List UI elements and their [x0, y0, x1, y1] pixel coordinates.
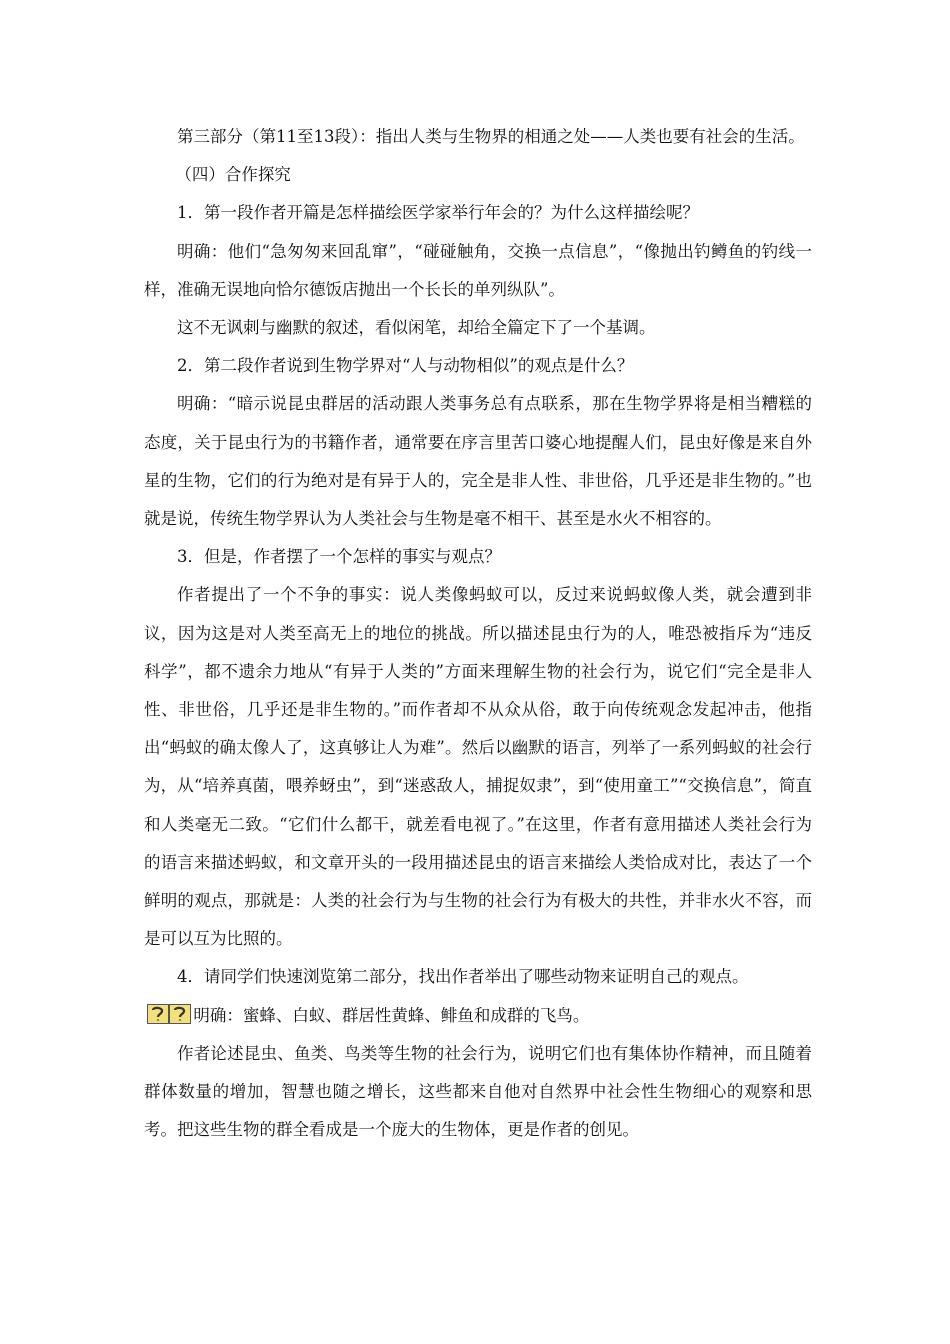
answer-2: 明确：“暗示说昆虫群居的活动跟人类事务总有点联系，那在生物学界将是相当糟糕的态度，关于昆虫行为的书籍作者，通常要在序言里苦口婆心地提醒人们，昆虫好像是来自外星的生物，它们的行为绝对是有异于人的，完全是非人性、非世俗，几乎还是非生物的。”也就是说，传统生物学界认为人类社会与生物是毫不相干、甚至是水火不相容的。: [144, 394, 812, 529]
answer-3: 作者提出了一个不争的事实：说人类像蚂蚁可以，反过来说蚂蚁像人类，就会遭到非议，因为这是对人类至高无上的地位的挑战。所以描述昆虫行为的人，唯恐被指斥为“违反科学”，都不遗余力地从“有异于人类的”方面来理解生物的社会行为，说它们“完全是非人性、非世俗，几乎还是非生物的。”而作者却不从众从俗，敢于向传统观念发起冲击，他指出“蚂蚁的确太像人了，这真够让人为难”。然后以幽默的语言，列举了一系列蚂蚁的社会行为，从“培养真菌，喂养蚜虫”，到“迷惑敌人，捕捉奴隶”，到“使用童工”“交换信息”，简直和人类毫无二致。“它们什么都干，就差看电视了。”在这里，作者有意用描述人类社会行为的语言来描述蚂蚁，和文章开头的一段用描述昆虫的语言来描绘人类恰成对比，表达了一个鲜明的观点，那就是：人类的社会行为与生物的社会行为有极大的共性，并非水火不容，而是可以互为比照的。: [144, 585, 812, 949]
answer-4: 明确：蜜蜂、白蚁、群居性黄蜂、鲱鱼和成群的飞鸟。: [193, 1005, 590, 1025]
paragraph-part-three: 第三部分（第11至13段）：指出人类与生物界的相通之处——人类也要有社会的生活。: [177, 127, 805, 146]
question-2: 2．第二段作者说到生物学界对“人与动物相似”的观点是什么？: [177, 356, 634, 376]
question-4: 4．请同学们快速浏览第二部分，找出作者举出了哪些动物来证明自己的观点。: [177, 967, 749, 987]
answer-1: 明确：他们“急匆匆来回乱窜”，“碰碰触角，交换一点信息”，“像抛出钓鳟鱼的钓线一样，准确无误地向恰尔德饭店抛出一个长长的单列纵队”。: [144, 241, 812, 299]
section-heading-cooperative-inquiry: （四）合作探究: [175, 165, 291, 185]
answer-4-comment: 作者论述昆虫、鱼类、鸟类等生物的社会行为，说明它们也有集体协作精神，而且随着群体数量的增加，智慧也随之增长，这些都来自他对自然界中社会性生物细心的观察和思考。把这些生物的群全看成是一个庞大的生物体，更是作者的创见。: [144, 1043, 812, 1140]
document-body: [144, 118, 812, 1149]
question-3: 3．但是，作者摆了一个怎样的事实与观点？: [177, 547, 501, 567]
question-answer-icon: [147, 1004, 191, 1024]
answer-1-comment: 这不无讽刺与幽默的叙述，看似闲笔，却给全篇定下了一个基调。: [177, 318, 656, 338]
answer-4-line: [144, 997, 812, 1035]
question-1: 1．第一段作者开篇是怎样描绘医学家举行年会的？为什么这样描绘呢？: [177, 203, 699, 223]
